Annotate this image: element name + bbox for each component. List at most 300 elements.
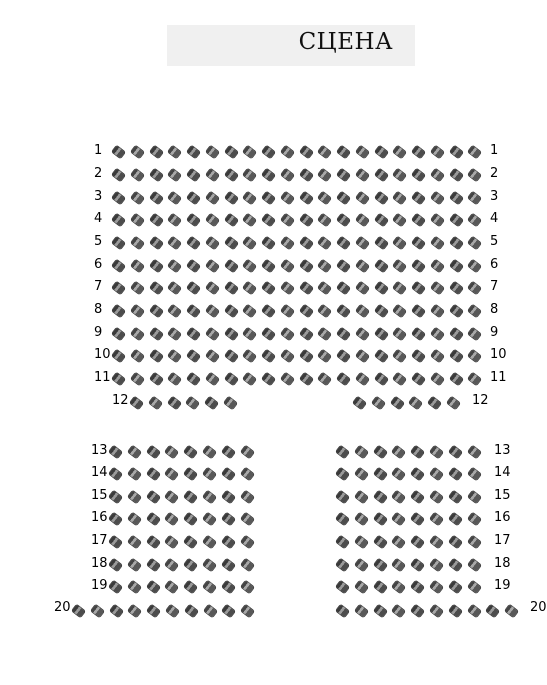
seat[interactable] [337,281,351,294]
seat[interactable] [184,580,198,593]
seat[interactable] [467,558,481,571]
seat[interactable] [240,580,254,593]
seat[interactable] [411,535,425,548]
seat[interactable] [353,396,367,409]
seat[interactable] [318,372,332,385]
seat[interactable] [187,145,201,158]
seat[interactable] [280,304,294,317]
seat[interactable] [430,259,444,272]
seat[interactable] [280,145,294,158]
seat[interactable] [337,372,351,385]
seat[interactable] [449,535,463,548]
seat[interactable] [374,349,388,362]
seat[interactable] [146,580,160,593]
seat[interactable] [168,145,182,158]
seat[interactable] [185,604,199,617]
seat[interactable] [280,213,294,226]
seat[interactable] [449,372,463,385]
seat[interactable] [205,281,219,294]
seat[interactable] [280,191,294,204]
seat[interactable] [222,445,236,458]
seat[interactable] [146,512,160,525]
seat[interactable] [449,213,463,226]
seat[interactable] [205,145,219,158]
seat[interactable] [149,213,163,226]
seat[interactable] [280,349,294,362]
seat[interactable] [184,467,198,480]
seat[interactable] [168,304,182,317]
seat[interactable] [355,349,369,362]
seat[interactable] [355,213,369,226]
seat[interactable] [109,512,123,525]
seat[interactable] [168,281,182,294]
seat[interactable] [336,580,350,593]
seat[interactable] [468,145,482,158]
seat[interactable] [412,349,426,362]
seat[interactable] [374,168,388,181]
seat[interactable] [393,145,407,158]
seat[interactable] [112,168,126,181]
seat[interactable] [505,604,519,617]
seat[interactable] [224,145,238,158]
seat[interactable] [393,281,407,294]
seat[interactable] [430,535,444,548]
seat[interactable] [112,349,126,362]
seat[interactable] [467,467,481,480]
seat[interactable] [240,512,254,525]
seat[interactable] [392,535,406,548]
seat[interactable] [130,168,144,181]
seat[interactable] [355,558,369,571]
seat[interactable] [336,535,350,548]
seat[interactable] [373,467,387,480]
seat[interactable] [130,327,144,340]
seat[interactable] [128,580,142,593]
seat[interactable] [318,349,332,362]
seat[interactable] [168,191,182,204]
seat[interactable] [224,168,238,181]
seat[interactable] [243,236,257,249]
seat[interactable] [241,604,255,617]
seat[interactable] [355,512,369,525]
seat[interactable] [146,558,160,571]
seat[interactable] [318,145,332,158]
seat[interactable] [467,604,481,617]
seat[interactable] [411,490,425,503]
seat[interactable] [412,191,426,204]
seat[interactable] [184,558,198,571]
seat[interactable] [430,213,444,226]
seat[interactable] [318,236,332,249]
seat[interactable] [337,191,351,204]
seat[interactable] [130,191,144,204]
seat[interactable] [449,327,463,340]
seat[interactable] [430,145,444,158]
seat[interactable] [280,259,294,272]
seat[interactable] [373,580,387,593]
seat[interactable] [449,467,463,480]
seat[interactable] [224,281,238,294]
seat[interactable] [187,259,201,272]
seat[interactable] [262,236,276,249]
seat[interactable] [112,213,126,226]
seat[interactable] [430,580,444,593]
seat[interactable] [262,145,276,158]
seat[interactable] [187,236,201,249]
seat[interactable] [205,372,219,385]
seat[interactable] [130,259,144,272]
seat[interactable] [184,535,198,548]
seat[interactable] [468,191,482,204]
seat[interactable] [149,191,163,204]
seat[interactable] [299,168,313,181]
seat[interactable] [337,304,351,317]
seat[interactable] [374,304,388,317]
seat[interactable] [187,168,201,181]
seat[interactable] [112,259,126,272]
seat[interactable] [393,259,407,272]
seat[interactable] [205,168,219,181]
seat[interactable] [374,327,388,340]
seat[interactable] [149,327,163,340]
seat[interactable] [355,191,369,204]
seat[interactable] [205,304,219,317]
seat[interactable] [224,191,238,204]
seat[interactable] [428,396,442,409]
seat[interactable] [299,191,313,204]
seat[interactable] [337,145,351,158]
seat[interactable] [128,490,142,503]
seat[interactable] [355,604,369,617]
seat[interactable] [224,213,238,226]
seat[interactable] [168,349,182,362]
seat[interactable] [165,467,179,480]
seat[interactable] [112,304,126,317]
seat[interactable] [318,259,332,272]
seat[interactable] [449,580,463,593]
seat[interactable] [430,304,444,317]
seat[interactable] [355,490,369,503]
seat[interactable] [318,327,332,340]
seat[interactable] [411,580,425,593]
seat[interactable] [166,604,180,617]
seat[interactable] [187,304,201,317]
seat[interactable] [149,145,163,158]
seat[interactable] [112,281,126,294]
seat[interactable] [393,349,407,362]
seat[interactable] [373,558,387,571]
seat[interactable] [355,281,369,294]
seat[interactable] [203,535,217,548]
seat[interactable] [91,604,105,617]
seat[interactable] [149,236,163,249]
seat[interactable] [430,236,444,249]
seat[interactable] [222,467,236,480]
seat[interactable] [112,327,126,340]
seat[interactable] [299,327,313,340]
seat[interactable] [262,259,276,272]
seat[interactable] [449,304,463,317]
seat[interactable] [412,281,426,294]
seat[interactable] [374,213,388,226]
seat[interactable] [355,304,369,317]
seat[interactable] [449,281,463,294]
seat[interactable] [299,304,313,317]
seat[interactable] [337,236,351,249]
seat[interactable] [430,281,444,294]
seat[interactable] [374,145,388,158]
seat[interactable] [430,558,444,571]
seat[interactable] [165,512,179,525]
seat[interactable] [240,490,254,503]
seat[interactable] [224,259,238,272]
seat[interactable] [203,558,217,571]
seat[interactable] [467,512,481,525]
seat[interactable] [409,396,423,409]
seat[interactable] [430,467,444,480]
seat[interactable] [412,213,426,226]
seat[interactable] [128,445,142,458]
seat[interactable] [280,327,294,340]
seat[interactable] [112,145,126,158]
seat[interactable] [280,168,294,181]
seat[interactable] [468,304,482,317]
seat[interactable] [130,349,144,362]
seat[interactable] [243,259,257,272]
seat[interactable] [280,236,294,249]
seat[interactable] [222,604,236,617]
seat[interactable] [187,349,201,362]
seat[interactable] [130,304,144,317]
seat[interactable] [468,349,482,362]
seat[interactable] [167,396,181,409]
seat[interactable] [449,512,463,525]
seat[interactable] [337,259,351,272]
seat[interactable] [168,236,182,249]
seat[interactable] [224,327,238,340]
seat[interactable] [262,213,276,226]
seat[interactable] [222,535,236,548]
seat[interactable] [412,327,426,340]
seat[interactable] [203,512,217,525]
seat[interactable] [168,168,182,181]
seat[interactable] [205,259,219,272]
seat[interactable] [146,467,160,480]
seat[interactable] [430,168,444,181]
seat[interactable] [147,604,161,617]
seat[interactable] [373,604,387,617]
seat[interactable] [430,490,444,503]
seat[interactable] [184,445,198,458]
seat[interactable] [146,535,160,548]
seat[interactable] [243,145,257,158]
seat[interactable] [392,580,406,593]
seat[interactable] [130,213,144,226]
seat[interactable] [373,512,387,525]
seat[interactable] [205,327,219,340]
seat[interactable] [146,490,160,503]
seat[interactable] [337,168,351,181]
seat[interactable] [374,259,388,272]
seat[interactable] [412,236,426,249]
seat[interactable] [149,281,163,294]
seat[interactable] [149,349,163,362]
seat[interactable] [411,558,425,571]
seat[interactable] [146,445,160,458]
seat[interactable] [168,327,182,340]
seat[interactable] [449,191,463,204]
seat[interactable] [449,145,463,158]
seat[interactable] [468,281,482,294]
seat[interactable] [187,213,201,226]
seat[interactable] [205,236,219,249]
seat[interactable] [412,168,426,181]
seat[interactable] [187,281,201,294]
seat[interactable] [392,467,406,480]
seat[interactable] [336,604,350,617]
seat[interactable] [165,558,179,571]
seat[interactable] [262,349,276,362]
seat[interactable] [224,236,238,249]
seat[interactable] [430,327,444,340]
seat[interactable] [374,191,388,204]
seat[interactable] [336,467,350,480]
seat[interactable] [467,445,481,458]
seat[interactable] [355,236,369,249]
seat[interactable] [262,168,276,181]
seat[interactable] [411,512,425,525]
seat[interactable] [262,191,276,204]
seat[interactable] [355,168,369,181]
seat[interactable] [355,259,369,272]
seat[interactable] [337,327,351,340]
seat[interactable] [355,445,369,458]
seat[interactable] [468,327,482,340]
seat[interactable] [373,535,387,548]
seat[interactable] [130,281,144,294]
seat[interactable] [130,372,144,385]
seat[interactable] [240,445,254,458]
seat[interactable] [262,327,276,340]
seat[interactable] [336,512,350,525]
seat[interactable] [165,535,179,548]
seat[interactable] [203,580,217,593]
seat[interactable] [112,236,126,249]
seat[interactable] [393,372,407,385]
seat[interactable] [299,259,313,272]
seat[interactable] [430,349,444,362]
seat[interactable] [205,396,219,409]
seat[interactable] [449,490,463,503]
seat[interactable] [447,396,461,409]
seat[interactable] [165,445,179,458]
seat[interactable] [203,490,217,503]
seat[interactable] [299,213,313,226]
seat[interactable] [411,467,425,480]
seat[interactable] [299,349,313,362]
seat[interactable] [468,259,482,272]
seat[interactable] [468,236,482,249]
seat[interactable] [168,372,182,385]
seat[interactable] [373,445,387,458]
seat[interactable] [72,604,86,617]
seat[interactable] [393,191,407,204]
seat[interactable] [392,490,406,503]
seat[interactable] [318,168,332,181]
seat[interactable] [449,168,463,181]
seat[interactable] [280,281,294,294]
seat[interactable] [222,512,236,525]
seat[interactable] [467,535,481,548]
seat[interactable] [412,259,426,272]
seat[interactable] [262,304,276,317]
seat[interactable] [374,236,388,249]
seat[interactable] [393,304,407,317]
seat[interactable] [299,281,313,294]
seat[interactable] [318,304,332,317]
seat[interactable] [240,467,254,480]
seat[interactable] [109,580,123,593]
seat[interactable] [430,191,444,204]
seat[interactable] [130,145,144,158]
seat[interactable] [112,372,126,385]
seat[interactable] [355,372,369,385]
seat[interactable] [355,145,369,158]
seat[interactable] [412,304,426,317]
seat[interactable] [430,512,444,525]
seat[interactable] [222,490,236,503]
seat[interactable] [149,372,163,385]
seat[interactable] [412,372,426,385]
seat[interactable] [392,512,406,525]
seat[interactable] [318,213,332,226]
seat[interactable] [318,281,332,294]
seat[interactable] [393,213,407,226]
seat[interactable] [109,535,123,548]
seat[interactable] [390,396,404,409]
seat[interactable] [393,168,407,181]
seat[interactable] [262,372,276,385]
seat[interactable] [203,467,217,480]
seat[interactable] [149,259,163,272]
seat[interactable] [467,580,481,593]
seat[interactable] [392,604,406,617]
seat[interactable] [468,168,482,181]
seat[interactable] [337,213,351,226]
seat[interactable] [355,580,369,593]
seat[interactable] [109,467,123,480]
seat[interactable] [109,604,123,617]
seat[interactable] [184,490,198,503]
seat[interactable] [336,445,350,458]
seat[interactable] [187,327,201,340]
seat[interactable] [203,445,217,458]
seat[interactable] [130,396,144,409]
seat[interactable] [486,604,500,617]
seat[interactable] [187,372,201,385]
seat[interactable] [355,327,369,340]
seat[interactable] [449,445,463,458]
seat[interactable] [467,490,481,503]
seat[interactable] [149,396,163,409]
seat[interactable] [336,558,350,571]
seat[interactable] [299,372,313,385]
seat[interactable] [393,236,407,249]
seat[interactable] [243,281,257,294]
seat[interactable] [262,281,276,294]
seat[interactable] [112,191,126,204]
seat[interactable] [430,445,444,458]
